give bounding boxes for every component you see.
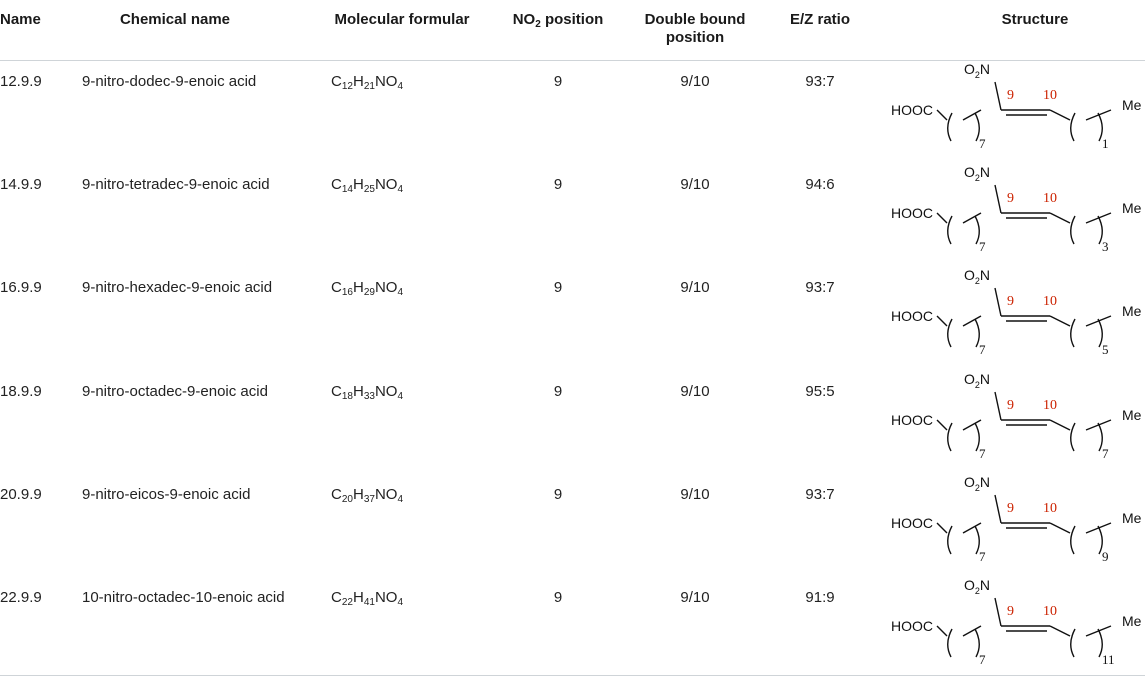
label-me: Me bbox=[1122, 97, 1142, 113]
structure-svg bbox=[885, 62, 1145, 165]
bond-hooc bbox=[937, 316, 947, 326]
locant-a: 9 bbox=[1007, 397, 1014, 413]
table-row bbox=[0, 578, 1145, 681]
label-me: Me bbox=[1122, 200, 1142, 217]
structure-bonds bbox=[937, 392, 1111, 451]
structure-diagram bbox=[885, 372, 1145, 475]
structure-bonds bbox=[937, 495, 1111, 554]
structure-svg bbox=[885, 578, 1145, 681]
structure-svg bbox=[885, 268, 1145, 371]
label-nitro: $O_2N$ bbox=[964, 62, 991, 80]
cell-name: 12.9.9 bbox=[0, 73, 42, 90]
table-row bbox=[0, 475, 1145, 578]
cell-molecular-formula: $C_{18}H_{33}NO_4$ bbox=[331, 382, 403, 402]
label-nitro: $O_2N$ bbox=[964, 165, 991, 184]
cell-name: 18.9.9 bbox=[0, 382, 42, 400]
structure-diagram bbox=[885, 475, 1145, 578]
paren-right-open bbox=[1071, 319, 1075, 347]
bond-chain-right-a bbox=[1050, 626, 1070, 636]
locant-b: 10 bbox=[1043, 604, 1057, 619]
header-structure: Structure bbox=[1001, 11, 1069, 28]
bond-hooc bbox=[937, 110, 947, 120]
structure-svg bbox=[885, 165, 1145, 268]
bond-nitro bbox=[995, 82, 1001, 110]
cell-ez-ratio: 93:7 bbox=[805, 73, 835, 90]
repeat-count-left: 7 bbox=[979, 548, 986, 564]
label-hooc: HOOC bbox=[891, 308, 933, 325]
bond-chain-right-a bbox=[1050, 110, 1070, 120]
repeat-count-right: 7 bbox=[1102, 445, 1109, 461]
cell-molecular-formula: $C_{16}H_{29}NO_4$ bbox=[331, 279, 403, 299]
repeat-count-left: 7 bbox=[979, 239, 986, 255]
cell-ez-ratio: 95:5 bbox=[805, 382, 835, 400]
locant-b: 10 bbox=[1043, 191, 1057, 207]
locant-b: 10 bbox=[1043, 88, 1057, 103]
paren-left-open bbox=[948, 113, 952, 141]
label-hooc: HOOC bbox=[891, 514, 933, 531]
label-nitro: $O_2N$ bbox=[964, 474, 991, 493]
locant-b: 10 bbox=[1043, 397, 1057, 413]
bond-chain-left bbox=[963, 420, 981, 430]
structure-svg bbox=[885, 475, 1145, 578]
cell-no2-position: 9 bbox=[553, 176, 563, 194]
label-me: Me bbox=[1122, 303, 1142, 320]
cell-double-bond-position: 9/10 bbox=[680, 485, 710, 503]
paren-left-open bbox=[948, 526, 952, 554]
locant-a: 9 bbox=[1007, 88, 1014, 103]
bond-nitro bbox=[995, 598, 1001, 626]
label-me: Me bbox=[1122, 613, 1142, 629]
structure-bonds bbox=[937, 185, 1111, 244]
label-nitro: $O_2N$ bbox=[964, 578, 991, 596]
bond-chain-right-a bbox=[1050, 316, 1070, 326]
cell-molecular-formula: $C_{20}H_{37}NO_4$ bbox=[331, 485, 403, 505]
cell-no2-position: 9 bbox=[553, 73, 563, 90]
cell-double-bond-position: 9/10 bbox=[680, 176, 710, 194]
cell-chemical-name: 9-nitro-eicos-9-enoic acid bbox=[82, 485, 251, 503]
cell-name: 20.9.9 bbox=[0, 485, 42, 503]
paren-right-open bbox=[1071, 113, 1075, 141]
bond-nitro bbox=[995, 288, 1001, 316]
header-no2-position: $NO_2$ position bbox=[512, 11, 604, 30]
locant-a: 9 bbox=[1007, 604, 1014, 619]
bond-chain-right-a bbox=[1050, 420, 1070, 430]
cell-name: 14.9.9 bbox=[0, 176, 42, 194]
structure-diagram bbox=[885, 62, 1145, 165]
bond-chain-left bbox=[963, 626, 981, 636]
structure-bonds bbox=[937, 288, 1111, 347]
cell-molecular-formula: $C_{12}H_{21}NO_4$ bbox=[331, 73, 403, 92]
repeat-count-right: 1 bbox=[1102, 136, 1109, 151]
cell-ez-ratio: 91:9 bbox=[805, 589, 835, 606]
repeat-count-right: 9 bbox=[1102, 548, 1109, 564]
table-row bbox=[0, 268, 1145, 371]
paren-left-open bbox=[948, 629, 952, 657]
structure-bonds bbox=[937, 82, 1111, 141]
repeat-count-left: 7 bbox=[979, 652, 986, 667]
header-double-bond-position: Double bound position bbox=[644, 11, 746, 46]
cell-ez-ratio: 94:6 bbox=[805, 176, 835, 194]
bond-chain-right-a bbox=[1050, 523, 1070, 533]
header-name: Name bbox=[0, 11, 41, 28]
label-me: Me bbox=[1122, 509, 1142, 526]
label-nitro: $O_2N$ bbox=[964, 371, 991, 390]
label-hooc: HOOC bbox=[891, 618, 933, 634]
bond-nitro bbox=[995, 495, 1001, 523]
label-hooc: HOOC bbox=[891, 102, 933, 118]
structure-bonds bbox=[937, 598, 1111, 657]
cell-chemical-name: 9-nitro-hexadec-9-enoic acid bbox=[82, 279, 273, 297]
cell-molecular-formula: $C_{14}H_{25}NO_4$ bbox=[331, 176, 403, 196]
repeat-count-left: 7 bbox=[979, 342, 986, 358]
bond-hooc bbox=[937, 420, 947, 430]
cell-chemical-name: 9-nitro-dodec-9-enoic acid bbox=[82, 73, 257, 90]
repeat-count-right: 3 bbox=[1102, 239, 1109, 255]
paren-left-open bbox=[948, 319, 952, 347]
repeat-count-left: 7 bbox=[979, 136, 986, 151]
paren-right-open bbox=[1071, 526, 1075, 554]
cell-no2-position: 9 bbox=[553, 589, 563, 606]
cell-no2-position: 9 bbox=[553, 279, 563, 297]
table-row bbox=[0, 372, 1145, 475]
structure-diagram bbox=[885, 165, 1145, 268]
label-hooc: HOOC bbox=[891, 205, 933, 222]
bond-nitro bbox=[995, 185, 1001, 213]
locant-a: 9 bbox=[1007, 294, 1014, 310]
repeat-count-right: 5 bbox=[1102, 342, 1109, 358]
structure-diagram bbox=[885, 268, 1145, 371]
label-me: Me bbox=[1122, 406, 1142, 423]
bond-hooc bbox=[937, 213, 947, 223]
cell-ez-ratio: 93:7 bbox=[805, 485, 835, 503]
bond-chain-left bbox=[963, 523, 981, 533]
bond-nitro bbox=[995, 392, 1001, 420]
locant-b: 10 bbox=[1043, 500, 1057, 516]
bond-chain-left bbox=[963, 110, 981, 120]
label-hooc: HOOC bbox=[891, 411, 933, 428]
paren-right-open bbox=[1071, 216, 1075, 244]
header-ez-ratio: E/Z ratio bbox=[789, 11, 850, 28]
cell-double-bond-position: 9/10 bbox=[680, 589, 710, 606]
structure-diagram bbox=[885, 578, 1145, 681]
bond-hooc bbox=[937, 626, 947, 636]
locant-a: 9 bbox=[1007, 191, 1014, 207]
header-chemical-name: Chemical name bbox=[119, 11, 231, 28]
cell-name: 22.9.9 bbox=[0, 589, 42, 606]
repeat-count-right: 11 bbox=[1102, 652, 1115, 667]
cell-name: 16.9.9 bbox=[0, 279, 42, 297]
cell-ez-ratio: 93:7 bbox=[805, 279, 835, 297]
paren-left-open bbox=[948, 423, 952, 451]
table-row bbox=[0, 62, 1145, 165]
cell-double-bond-position: 9/10 bbox=[680, 73, 710, 90]
paren-left-open bbox=[948, 216, 952, 244]
cell-double-bond-position: 9/10 bbox=[680, 382, 710, 400]
bond-chain-left bbox=[963, 316, 981, 326]
cell-chemical-name: 9-nitro-octadec-9-enoic acid bbox=[82, 382, 268, 400]
cell-chemical-name: 10-nitro-octadec-10-enoic acid bbox=[82, 589, 285, 606]
locant-b: 10 bbox=[1043, 294, 1057, 310]
table-header bbox=[0, 0, 1145, 61]
table-row bbox=[0, 165, 1145, 268]
label-nitro: $O_2N$ bbox=[964, 268, 991, 287]
structure-svg bbox=[885, 372, 1145, 475]
cell-molecular-formula: $C_{22}H_{41}NO_4$ bbox=[331, 589, 403, 608]
bond-chain-right-a bbox=[1050, 213, 1070, 223]
cell-no2-position: 9 bbox=[553, 485, 563, 503]
bond-chain-left bbox=[963, 213, 981, 223]
repeat-count-left: 7 bbox=[979, 445, 986, 461]
cell-no2-position: 9 bbox=[553, 382, 563, 400]
locant-a: 9 bbox=[1007, 500, 1014, 516]
paren-right-open bbox=[1071, 423, 1075, 451]
header-molecular-formula: Molecular formular bbox=[334, 11, 470, 28]
paren-right-open bbox=[1071, 629, 1075, 657]
cell-chemical-name: 9-nitro-tetradec-9-enoic acid bbox=[82, 176, 270, 194]
bond-hooc bbox=[937, 523, 947, 533]
cell-double-bond-position: 9/10 bbox=[680, 279, 710, 297]
